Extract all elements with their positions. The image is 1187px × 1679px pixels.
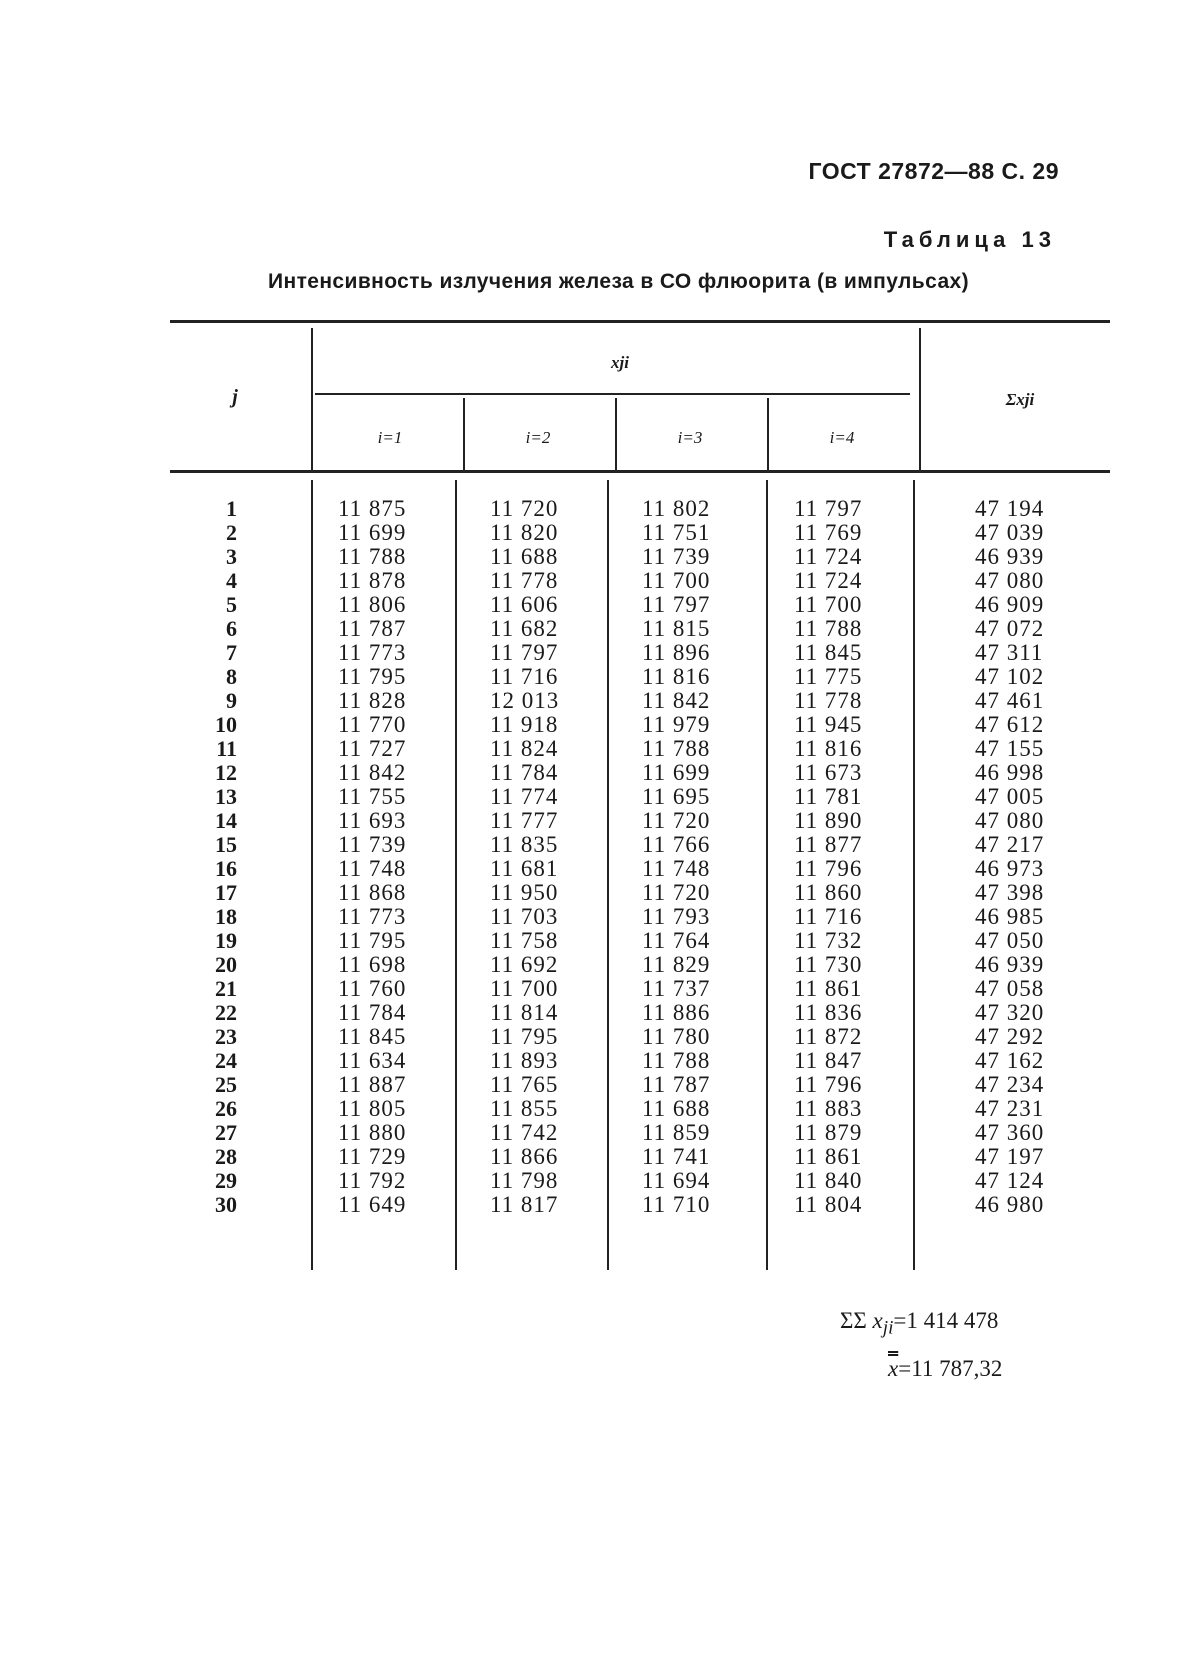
column-divider-i1 [463, 398, 465, 470]
cell-i3-row-11: 11 788 [642, 736, 711, 761]
cell-i2-row-20: 11 692 [490, 952, 559, 977]
cell-i4-row-5: 11 700 [794, 592, 863, 617]
cell-sum-row-6: 47 072 [975, 616, 1045, 641]
cell-i2-row-18: 11 703 [490, 904, 559, 929]
table-title: Интенсивность излучения железа в СО флюорита (в импульсах) [268, 270, 969, 293]
header-j: j [232, 386, 238, 408]
cell-j-row-18: 18 [215, 904, 237, 929]
cell-i4-row-13: 11 781 [794, 784, 863, 809]
cell-j-row-20: 20 [215, 952, 237, 977]
cell-sum-row-8: 47 102 [975, 664, 1045, 689]
cell-sum-row-28: 47 197 [975, 1144, 1045, 1169]
cell-i4-row-21: 11 861 [794, 976, 863, 1001]
cell-j-row-3: 3 [226, 544, 237, 569]
header-i4: i=4 [829, 428, 855, 447]
cell-i2-row-22: 11 814 [490, 1000, 559, 1025]
cell-i1-row-24: 11 634 [338, 1048, 407, 1073]
cell-i1-row-15: 11 739 [338, 832, 407, 857]
cell-i4-row-2: 11 769 [794, 520, 863, 545]
cell-i1-row-13: 11 755 [338, 784, 407, 809]
cell-i3-row-15: 11 766 [642, 832, 711, 857]
cell-sum-row-19: 47 050 [975, 928, 1045, 953]
cell-j-row-8: 8 [226, 664, 237, 689]
cell-sum-row-1: 47 194 [975, 496, 1045, 521]
cell-i1-row-21: 11 760 [338, 976, 407, 1001]
header-i3: i=3 [677, 428, 703, 447]
cell-i4-row-26: 11 883 [794, 1096, 863, 1121]
cell-sum-row-16: 46 973 [975, 856, 1045, 881]
cell-i4-row-22: 11 836 [794, 1000, 863, 1025]
cell-i2-row-7: 11 797 [490, 640, 559, 665]
header-sum: Σxji [1005, 390, 1035, 409]
cell-sum-row-21: 47 058 [975, 976, 1045, 1001]
header-xji-group: xji [611, 353, 629, 372]
cell-i4-row-18: 11 716 [794, 904, 863, 929]
cell-i4-row-7: 11 845 [794, 640, 863, 665]
cell-i2-row-8: 11 716 [490, 664, 559, 689]
grand-sum-symbol: ΣΣ $x_{ji}=$ [840, 1308, 907, 1339]
column-divider-i2 [615, 398, 617, 470]
grand-sum-value: 1 414 478 [906, 1308, 999, 1333]
column-i2 [490, 497, 559, 1217]
cell-i3-row-27: 11 859 [642, 1120, 711, 1145]
cell-i2-row-28: 11 866 [490, 1144, 559, 1169]
cell-i3-row-10: 11 979 [642, 712, 711, 737]
cell-i1-row-3: 11 788 [338, 544, 407, 569]
cell-sum-row-15: 47 217 [975, 832, 1045, 857]
cell-i3-row-4: 11 700 [642, 568, 711, 593]
cell-i2-row-15: 11 835 [490, 832, 559, 857]
cell-i2-row-2: 11 820 [490, 520, 559, 545]
cell-i2-row-5: 11 606 [490, 592, 559, 617]
cell-i4-row-9: 11 778 [794, 688, 863, 713]
cell-sum-row-2: 47 039 [975, 520, 1045, 545]
cell-sum-row-7: 47 311 [975, 640, 1044, 665]
cell-sum-row-23: 47 292 [975, 1024, 1045, 1049]
cell-i3-row-29: 11 694 [642, 1168, 711, 1193]
cell-i3-row-26: 11 688 [642, 1096, 711, 1121]
column-divider-sum [919, 328, 921, 470]
cell-i4-row-16: 11 796 [794, 856, 863, 881]
cell-i3-row-7: 11 896 [642, 640, 711, 665]
column-j [195, 497, 237, 1217]
mean-value-line [888, 1356, 1002, 1382]
cell-j-row-29: 29 [215, 1168, 237, 1193]
cell-i1-row-5: 11 806 [338, 592, 407, 617]
cell-i1-row-23: 11 845 [338, 1024, 407, 1049]
mean-value: 11 787,32 [911, 1356, 1003, 1381]
cell-i1-row-14: 11 693 [338, 808, 407, 833]
column-i4 [794, 497, 862, 1217]
cell-i1-row-12: 11 842 [338, 760, 407, 785]
column-i1 [338, 497, 406, 1217]
column-sum [975, 497, 1044, 1217]
cell-j-row-24: 24 [215, 1048, 237, 1073]
cell-i1-row-27: 11 880 [338, 1120, 407, 1145]
cell-sum-row-3: 46 939 [975, 544, 1045, 569]
cell-i1-row-10: 11 770 [338, 712, 407, 737]
cell-i2-row-11: 11 824 [490, 736, 559, 761]
cell-i3-row-20: 11 829 [642, 952, 711, 977]
cell-sum-row-30: 46 980 [975, 1192, 1045, 1217]
cell-j-row-28: 28 [215, 1144, 237, 1169]
cell-i3-row-9: 11 842 [642, 688, 711, 713]
cell-i1-row-18: 11 773 [338, 904, 407, 929]
cell-i1-row-28: 11 729 [338, 1144, 407, 1169]
cell-i1-row-20: 11 698 [338, 952, 407, 977]
cell-sum-row-27: 47 360 [975, 1120, 1045, 1145]
cell-i2-row-21: 11 700 [490, 976, 559, 1001]
cell-i2-row-27: 11 742 [490, 1120, 559, 1145]
cell-i4-row-24: 11 847 [794, 1048, 863, 1073]
cell-i3-row-22: 11 886 [642, 1000, 711, 1025]
cell-sum-row-18: 46 985 [975, 904, 1045, 929]
cell-j-row-5: 5 [226, 592, 237, 617]
cell-sum-row-14: 47 080 [975, 808, 1045, 833]
header-i1: i=1 [377, 428, 403, 447]
cell-j-row-25: 25 [215, 1072, 237, 1097]
cell-j-row-30: 30 [215, 1192, 237, 1217]
cell-j-row-23: 23 [215, 1024, 237, 1049]
cell-sum-row-22: 47 320 [975, 1000, 1045, 1025]
cell-i1-row-1: 11 875 [338, 496, 407, 521]
cell-i3-row-12: 11 699 [642, 760, 711, 785]
cell-i1-row-17: 11 868 [338, 880, 407, 905]
cell-sum-row-11: 47 155 [975, 736, 1045, 761]
cell-i3-row-8: 11 816 [642, 664, 711, 689]
cell-j-row-21: 21 [215, 976, 237, 1001]
cell-i3-row-2: 11 751 [642, 520, 711, 545]
cell-i3-row-28: 11 741 [642, 1144, 711, 1169]
cell-i4-row-17: 11 860 [794, 880, 863, 905]
body-divider-j [311, 480, 313, 1270]
cell-i3-row-5: 11 797 [642, 592, 711, 617]
cell-i2-row-16: 11 681 [490, 856, 559, 881]
cell-i2-row-10: 11 918 [490, 712, 559, 737]
cell-j-row-14: 14 [215, 808, 237, 833]
cell-sum-row-4: 47 080 [975, 568, 1045, 593]
cell-i4-row-12: 11 673 [794, 760, 863, 785]
group-header-rule [315, 393, 910, 395]
cell-i1-row-11: 11 727 [338, 736, 407, 761]
cell-i2-row-14: 11 777 [490, 808, 559, 833]
cell-i1-row-8: 11 795 [338, 664, 407, 689]
cell-i3-row-13: 11 695 [642, 784, 711, 809]
cell-i3-row-14: 11 720 [642, 808, 711, 833]
cell-j-row-13: 13 [215, 784, 237, 809]
cell-i3-row-30: 11 710 [642, 1192, 711, 1217]
cell-i4-row-20: 11 730 [794, 952, 863, 977]
column-divider-j [311, 328, 313, 470]
cell-i1-row-4: 11 878 [338, 568, 407, 593]
cell-j-row-16: 16 [215, 856, 237, 881]
cell-i4-row-10: 11 945 [794, 712, 863, 737]
cell-j-row-17: 17 [215, 880, 237, 905]
cell-sum-row-5: 46 909 [975, 592, 1045, 617]
cell-i1-row-25: 11 887 [338, 1072, 407, 1097]
cell-i2-row-9: 12 013 [490, 688, 560, 713]
cell-i1-row-7: 11 773 [338, 640, 407, 665]
column-i3 [642, 497, 710, 1217]
body-divider-sum [913, 480, 915, 1270]
cell-j-row-22: 22 [215, 1000, 237, 1025]
cell-j-row-2: 2 [226, 520, 237, 545]
cell-sum-row-20: 46 939 [975, 952, 1045, 977]
cell-i1-row-2: 11 699 [338, 520, 407, 545]
cell-i4-row-27: 11 879 [794, 1120, 863, 1145]
cell-i2-row-4: 11 778 [490, 568, 559, 593]
cell-i3-row-17: 11 720 [642, 880, 711, 905]
cell-i4-row-30: 11 804 [794, 1192, 863, 1217]
cell-i3-row-1: 11 802 [642, 496, 711, 521]
cell-j-row-12: 12 [215, 760, 237, 785]
cell-i3-row-19: 11 764 [642, 928, 711, 953]
cell-i4-row-4: 11 724 [794, 568, 863, 593]
cell-i2-row-24: 11 893 [490, 1048, 559, 1073]
cell-i3-row-21: 11 737 [642, 976, 711, 1001]
cell-i2-row-17: 11 950 [490, 880, 559, 905]
cell-sum-row-9: 47 461 [975, 688, 1045, 713]
cell-i2-row-1: 11 720 [490, 496, 559, 521]
cell-sum-row-29: 47 124 [975, 1168, 1045, 1193]
cell-i1-row-6: 11 787 [338, 616, 407, 641]
document-reference: ГОСТ 27872—88 С. 29 [808, 158, 1059, 184]
cell-j-row-6: 6 [226, 616, 237, 641]
cell-i4-row-8: 11 775 [794, 664, 863, 689]
cell-j-row-26: 26 [215, 1096, 237, 1121]
cell-i1-row-16: 11 748 [338, 856, 407, 881]
cell-j-row-4: 4 [226, 568, 237, 593]
header-bottom-rule [170, 470, 1110, 473]
cell-i2-row-19: 11 758 [490, 928, 559, 953]
cell-i4-row-11: 11 816 [794, 736, 863, 761]
cell-j-row-1: 1 [226, 496, 237, 521]
cell-j-row-10: 10 [215, 712, 237, 737]
cell-i4-row-23: 11 872 [794, 1024, 863, 1049]
cell-j-row-11: 11 [216, 736, 237, 761]
cell-i4-row-25: 11 796 [794, 1072, 863, 1097]
cell-i1-row-29: 11 792 [338, 1168, 407, 1193]
cell-i2-row-30: 11 817 [490, 1192, 559, 1217]
cell-i2-row-12: 11 784 [490, 760, 559, 785]
cell-i3-row-6: 11 815 [642, 616, 711, 641]
cell-i3-row-16: 11 748 [642, 856, 711, 881]
cell-i3-row-25: 11 787 [642, 1072, 711, 1097]
column-divider-i3 [767, 398, 769, 470]
cell-i3-row-23: 11 780 [642, 1024, 711, 1049]
cell-sum-row-24: 47 162 [975, 1048, 1045, 1073]
cell-j-row-19: 19 [215, 928, 237, 953]
cell-i4-row-6: 11 788 [794, 616, 863, 641]
cell-i2-row-23: 11 795 [490, 1024, 559, 1049]
cell-i4-row-28: 11 861 [794, 1144, 863, 1169]
table-top-rule [170, 320, 1110, 323]
cell-i3-row-3: 11 739 [642, 544, 711, 569]
cell-sum-row-26: 47 231 [975, 1096, 1045, 1121]
body-divider-i3 [766, 480, 768, 1270]
cell-i2-row-26: 11 855 [490, 1096, 559, 1121]
grand-sum [840, 1308, 998, 1340]
cell-j-row-9: 9 [226, 688, 237, 713]
mean-symbol: x= [888, 1356, 912, 1381]
cell-i3-row-24: 11 788 [642, 1048, 711, 1073]
cell-j-row-15: 15 [215, 832, 237, 857]
cell-sum-row-12: 46 998 [975, 760, 1045, 785]
cell-sum-row-13: 47 005 [975, 784, 1045, 809]
cell-i1-row-9: 11 828 [338, 688, 407, 713]
cell-i2-row-25: 11 765 [490, 1072, 559, 1097]
cell-i3-row-18: 11 793 [642, 904, 711, 929]
cell-j-row-27: 27 [215, 1120, 237, 1145]
cell-i1-row-22: 11 784 [338, 1000, 407, 1025]
body-divider-i1 [455, 480, 457, 1270]
cell-i4-row-14: 11 890 [794, 808, 863, 833]
header-i2: i=2 [525, 428, 551, 447]
cell-i1-row-19: 11 795 [338, 928, 407, 953]
cell-i2-row-29: 11 798 [490, 1168, 559, 1193]
cell-i4-row-15: 11 877 [794, 832, 863, 857]
cell-i2-row-13: 11 774 [490, 784, 559, 809]
cell-j-row-7: 7 [226, 640, 237, 665]
cell-sum-row-17: 47 398 [975, 880, 1045, 905]
cell-i1-row-26: 11 805 [338, 1096, 407, 1121]
body-divider-i2 [607, 480, 609, 1270]
cell-i1-row-30: 11 649 [338, 1192, 407, 1217]
cell-sum-row-10: 47 612 [975, 712, 1045, 737]
cell-i4-row-19: 11 732 [794, 928, 863, 953]
cell-i2-row-6: 11 682 [490, 616, 559, 641]
cell-i4-row-3: 11 724 [794, 544, 863, 569]
cell-i4-row-1: 11 797 [794, 496, 863, 521]
cell-i2-row-3: 11 688 [490, 544, 559, 569]
cell-i4-row-29: 11 840 [794, 1168, 863, 1193]
table-number: Таблица 13 [883, 227, 1056, 252]
cell-sum-row-25: 47 234 [975, 1072, 1045, 1097]
